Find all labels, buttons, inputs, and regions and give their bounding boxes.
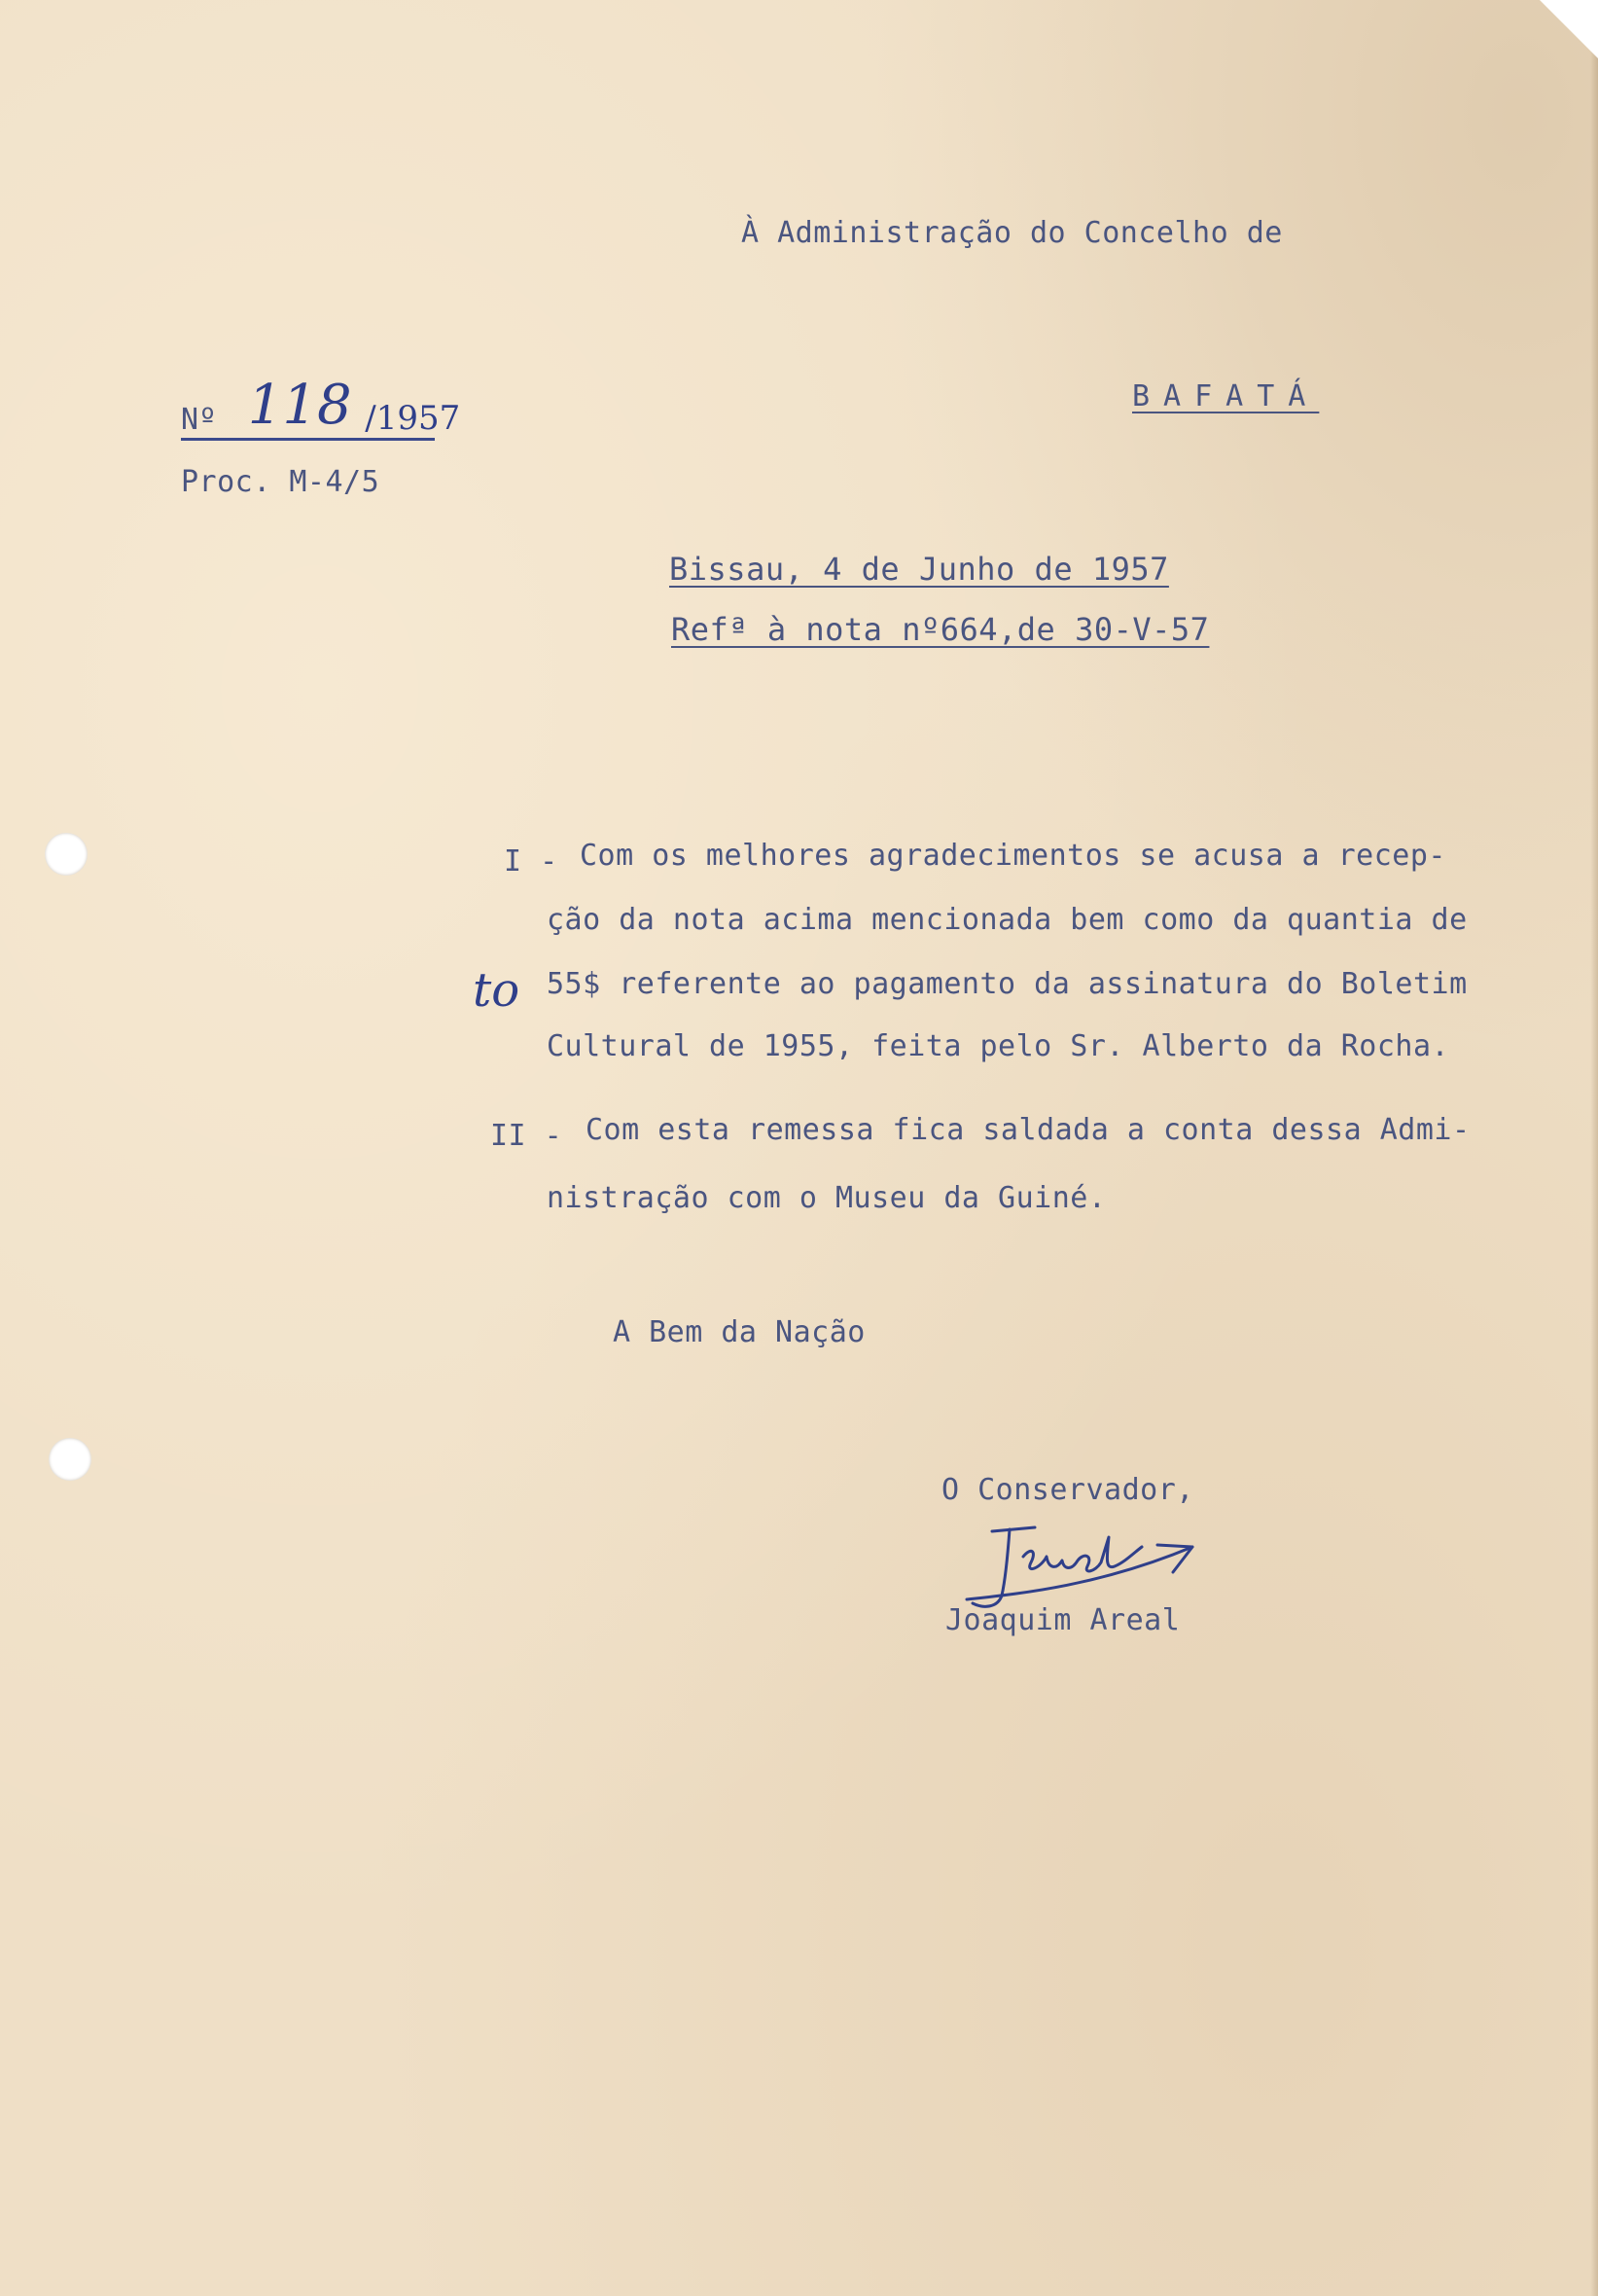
signer-title: O Conservador, <box>941 1473 1194 1507</box>
para1-line-1: Com os melhores agradecimentos se acusa a recep- <box>580 839 1446 873</box>
para1-marker: I - <box>504 844 558 879</box>
page-edge-shadow <box>1590 0 1598 2296</box>
signer-name: Joaquim Areal <box>945 1603 1181 1637</box>
para1-line-4: Cultural de 1955, feita pelo Sr. Alberto da Rocha. <box>547 1029 1450 1063</box>
number-year: /1957 <box>365 399 461 438</box>
number-prefix: Nº <box>181 403 218 437</box>
addressee-place: BAFATÁ <box>1132 379 1320 413</box>
para2-line-2: nistração com o Museu da Guiné. <box>547 1181 1107 1215</box>
para2-line-1: Com esta remessa fica saldada a conta dessa Admi- <box>586 1113 1471 1147</box>
process-reference: Proc. M-4/5 <box>181 465 380 499</box>
torn-corner <box>1540 0 1598 58</box>
punch-hole-lower <box>49 1438 91 1481</box>
reference-number <box>181 374 461 441</box>
punch-hole-upper <box>45 833 88 876</box>
para1-line-3: 55$ referente ao pagamento da assinatura do Boletim <box>547 967 1468 1001</box>
closing-salutation: A Bem da Nação <box>613 1315 866 1349</box>
addressee-line: À Administração do Concelho de <box>741 216 1283 250</box>
note-reference: Refª à nota nº664,de 30-V-57 <box>671 611 1210 648</box>
para1-line-2: ção da nota acima mencionada bem como da quantia de <box>547 903 1468 937</box>
handwritten-number: 118 <box>247 374 352 437</box>
para2-marker: II - <box>490 1119 563 1153</box>
margin-handwritten-mark: to <box>473 963 520 1018</box>
date-line: Bissau, 4 de Junho de 1957 <box>669 551 1169 588</box>
